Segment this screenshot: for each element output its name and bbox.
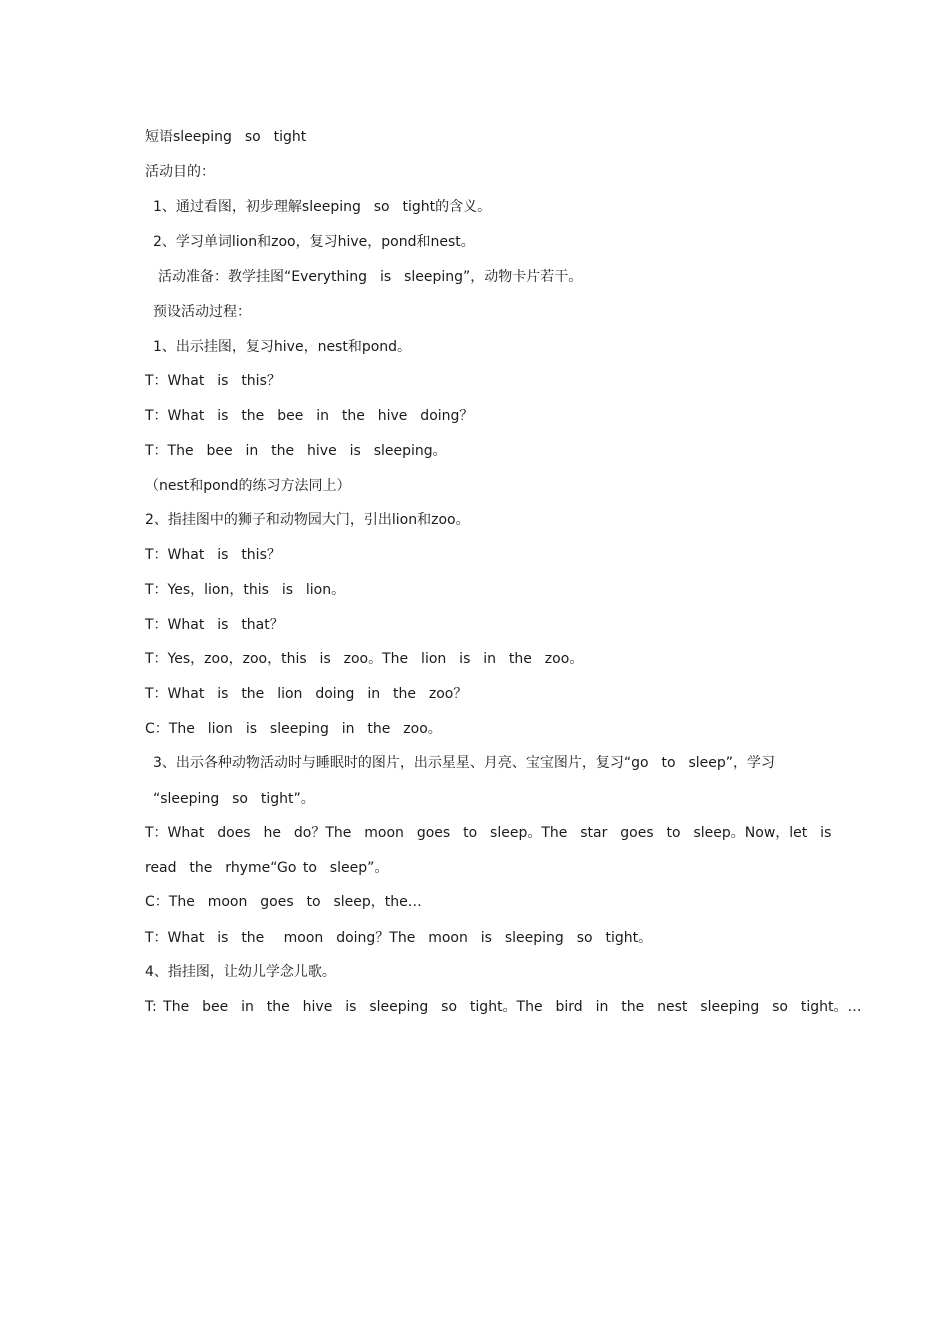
objective-2: 2、学习单词lion和zoo，复习hive，pond和nest。 xyxy=(153,234,475,250)
note-line: （nest和pond的练习方法同上） xyxy=(145,478,351,494)
objective-1: 1、通过看图，初步理解sleeping so tight的含义。 xyxy=(153,199,492,215)
dialogue-line: T：What does he do？The moon goes to sleep。The star goes to sleep。Now，let is xyxy=(145,825,832,841)
dialogue-line: T：Yes，zoo，zoo，this is zoo。The lion is in the zoo。 xyxy=(145,651,584,667)
step-3: 3、出示各种动物活动时与睡眠时的图片，出示星星、月亮、宝宝图片，复习“go to sleep”，学习 xyxy=(153,755,776,771)
step-2: 2、指挂图中的狮子和动物园大门，引出lion和zoo。 xyxy=(145,512,470,528)
step-1: 1、出示挂图，复习hive，nest和pond。 xyxy=(153,339,412,355)
dialogue-line: T：The bee in the hive is sleeping。 xyxy=(145,443,447,459)
process-heading: 预设活动过程： xyxy=(153,304,251,320)
objectives-heading: 活动目的： xyxy=(145,164,215,180)
dialogue-line: T：What is the lion doing in the zoo？ xyxy=(145,686,468,702)
dialogue-line: T：What is the moon doing？The moon is sleeping so tight。 xyxy=(145,930,653,946)
dialogue-line: T：What is the bee in the hive doing？ xyxy=(145,408,474,424)
phrase-title: 短语sleeping so tight xyxy=(145,129,307,145)
step-3-continued: “sleeping so tight”。 xyxy=(153,791,315,807)
step-4: 4、指挂图，让幼儿学念儿歌。 xyxy=(145,964,336,980)
dialogue-line: T：What is this？ xyxy=(145,373,281,389)
dialogue-line: T: The bee in the hive is sleeping so tight。The bird in the nest sleeping so tight。… xyxy=(145,999,862,1015)
dialogue-line: C：The moon goes to sleep，the… xyxy=(145,894,422,910)
preparation-line: 活动准备：教学挂图“Everything is sleeping”，动物卡片若干。 xyxy=(158,269,583,285)
dialogue-line: T：Yes，lion，this is lion。 xyxy=(145,582,346,598)
dialogue-line-continued: read the rhyme“Go to sleep”。 xyxy=(145,860,389,876)
dialogue-line: T：What is this？ xyxy=(145,547,281,563)
dialogue-line: T：What is that？ xyxy=(145,617,284,633)
dialogue-line: C：The lion is sleeping in the zoo。 xyxy=(145,721,442,737)
